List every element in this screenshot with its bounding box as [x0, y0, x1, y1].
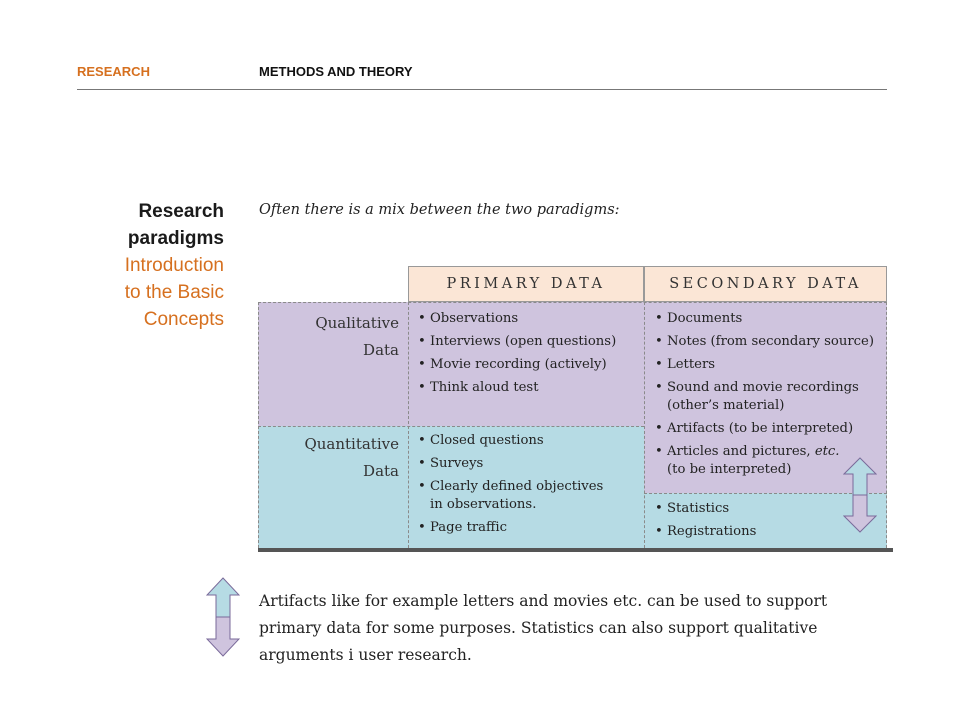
list-item: • Interviews (open questions)	[418, 333, 640, 351]
sidebar-title-line: paradigms	[127, 228, 224, 249]
grid-vline	[644, 302, 645, 548]
list-item-continuation: (to be interpreted)	[667, 462, 792, 477]
list-item: • Page traffic	[418, 519, 640, 537]
footnote-line: arguments i user research.	[259, 646, 472, 664]
list-item	[418, 478, 640, 514]
list-item: • Notes (from secondary source)	[655, 333, 885, 351]
quantitative-primary-list	[418, 432, 640, 542]
list-item: • Movie recording (actively)	[418, 356, 640, 374]
qualitative-primary-list	[418, 310, 640, 402]
row-label-quantitative	[259, 431, 399, 485]
sidebar-title-line: Research	[138, 201, 224, 222]
intro-text: Often there is a mix between the two paradigms:	[259, 202, 620, 218]
list-item-text: Sound and movie recordings	[667, 380, 859, 395]
section-label: RESEARCH	[77, 64, 150, 79]
footnote-text	[259, 588, 879, 669]
footnote-line: primary data for some purposes. Statistics can also support qualitative	[259, 619, 818, 637]
list-item: • Statistics	[655, 500, 885, 518]
sidebar-title	[70, 198, 224, 252]
double-arrow-icon	[843, 457, 877, 533]
list-item-text: Clearly defined objectives	[430, 479, 604, 494]
column-header-secondary: SECONDARY DATA	[644, 266, 887, 302]
grid-line	[258, 426, 644, 427]
list-item	[655, 379, 885, 415]
list-item: • Observations	[418, 310, 640, 328]
list-item: • Surveys	[418, 455, 640, 473]
list-item: • Closed questions	[418, 432, 640, 450]
row-label-line: Qualitative	[315, 314, 399, 332]
list-item: • Documents	[655, 310, 885, 328]
grid-line	[258, 302, 887, 303]
column-header-primary: PRIMARY DATA	[408, 266, 644, 302]
list-item-emphasis: etc.	[814, 444, 840, 459]
sidebar-subtitle-line: to the Basic	[124, 282, 224, 303]
sidebar-subtitle-line: Concepts	[143, 309, 224, 330]
row-label-line: Data	[363, 462, 399, 480]
row-label-qualitative	[259, 310, 399, 364]
grid-line	[258, 548, 893, 552]
list-item: • Think aloud test	[418, 379, 640, 397]
list-item-continuation: (other’s material)	[667, 398, 785, 413]
list-item: • Letters	[655, 356, 885, 374]
list-item: • Artifacts (to be interpreted)	[655, 420, 885, 438]
list-item: • Registrations	[655, 523, 885, 541]
legend-double-arrow-icon	[206, 577, 240, 657]
page-header-title: METHODS AND THEORY	[259, 64, 413, 79]
row-label-line: Quantitative	[304, 435, 399, 453]
grid-vline	[886, 302, 887, 548]
grid-vline	[408, 302, 409, 548]
header-divider	[77, 89, 887, 90]
sidebar-subtitle-line: Introduction	[124, 255, 224, 276]
sidebar-subtitle	[70, 252, 224, 333]
row-label-line: Data	[363, 341, 399, 359]
list-item-text: Articles and pictures,	[667, 444, 815, 459]
footnote-line: Artifacts like for example letters and movies etc. can be used to support	[259, 592, 828, 610]
list-item-continuation: in observations.	[430, 497, 537, 512]
